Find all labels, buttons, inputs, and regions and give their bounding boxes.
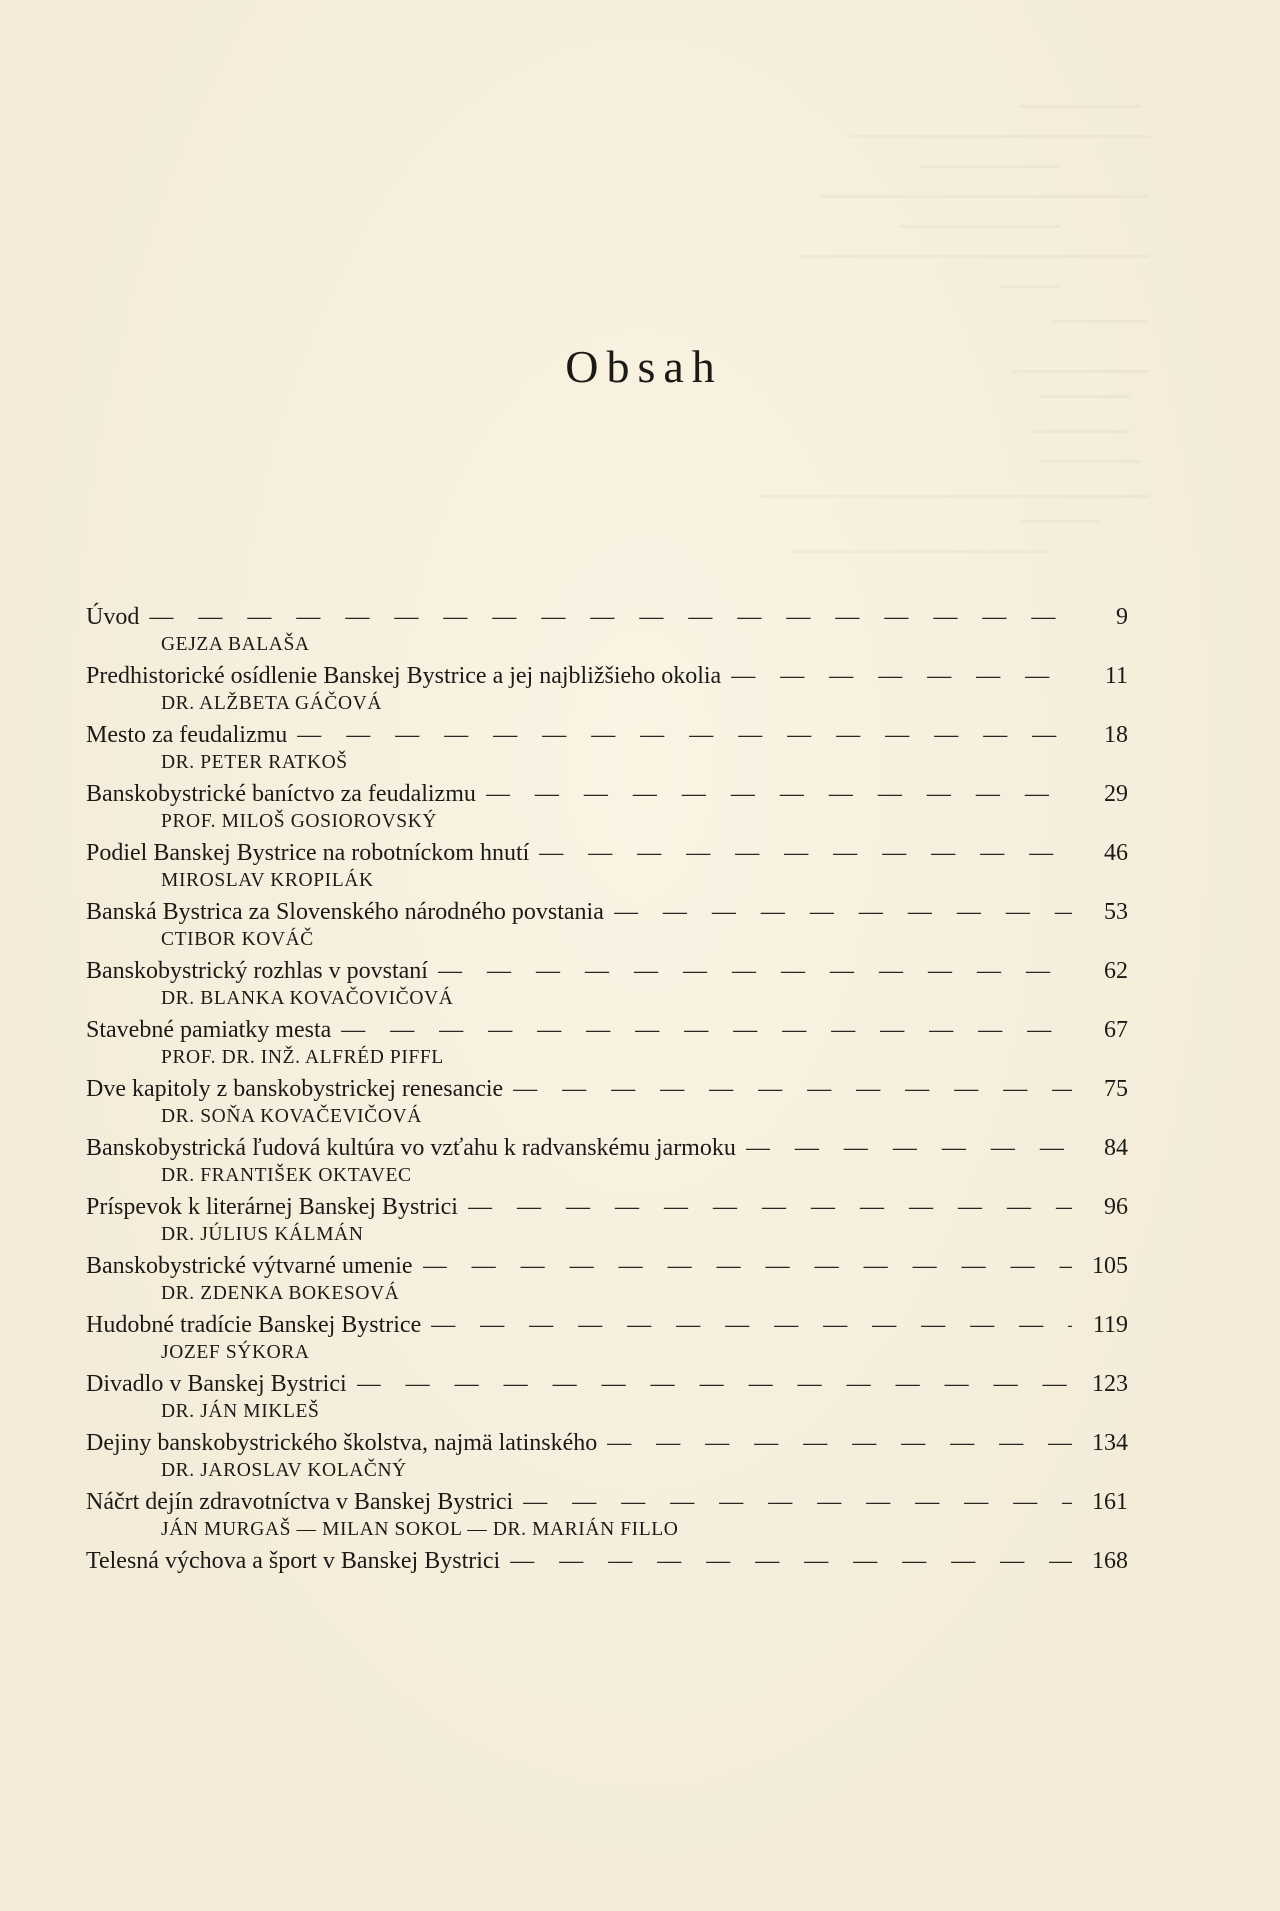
toc-entry [86, 1308, 1128, 1367]
toc-entry-line [86, 1544, 1128, 1578]
toc-entry [86, 600, 1128, 659]
toc-entry [86, 718, 1128, 777]
toc-entry [86, 1072, 1128, 1131]
toc-next-author: PROF. MILOŠ GOSIOROVSKÝ [161, 811, 438, 832]
toc-entry-title: Telesná výchova a šport v Banskej Bystrici [86, 1548, 501, 1574]
toc-entry-line [86, 954, 1128, 988]
toc-entry-line [86, 1308, 1128, 1342]
toc-entry [86, 1249, 1128, 1308]
dash-leader [513, 1072, 1072, 1106]
dash-leader [731, 659, 1072, 693]
toc-entry-page: 46 [1104, 840, 1128, 866]
toc-entry-title: Náčrt dejín zdravotníctva v Banskej Bystrici [86, 1489, 514, 1515]
toc-entry-page: 119 [1092, 1312, 1128, 1338]
toc-next-author: DR. JÚLIUS KÁLMÁN [161, 1224, 364, 1245]
toc-entry-title: Banskobystrická ľudová kultúra vo vzťahu k radvanskému jarmoku [86, 1135, 736, 1161]
toc-entry-title: Banskobystrický rozhlas v povstaní [86, 958, 428, 984]
dash-leader [431, 1308, 1072, 1342]
toc-entry-page: 53 [1104, 899, 1128, 925]
toc-entry-line [86, 836, 1128, 870]
toc-entry-title: Hudobné tradície Banskej Bystrice [86, 1312, 422, 1338]
toc-entry-page: 105 [1092, 1253, 1128, 1279]
toc-entry-page: 29 [1104, 781, 1128, 807]
dash-leader [357, 1367, 1072, 1401]
toc-next-author: JÁN MURGAŠ — MILAN SOKOL — DR. MARIÁN FILLO [161, 1519, 679, 1540]
toc-next-author: DR. FRANTIŠEK OKTAVEC [161, 1165, 412, 1186]
toc-entry-page: 168 [1092, 1548, 1128, 1574]
toc-entry [86, 1544, 1128, 1603]
toc-entry-line [86, 1367, 1128, 1401]
toc-entry-page: 123 [1092, 1371, 1128, 1397]
toc-entry-title: Dve kapitoly z banskobystrickej renesancie [86, 1076, 504, 1102]
toc-entry [86, 1013, 1128, 1072]
toc-next-author: GEJZA BALAŠA [161, 634, 310, 655]
toc-entry-page: 9 [1116, 604, 1128, 630]
toc-next-author: PROF. DR. INŽ. ALFRÉD PIFFL [161, 1047, 444, 1068]
bleed-through-texture [0, 0, 1280, 600]
toc-entry-line [86, 718, 1128, 752]
dash-leader [510, 1544, 1072, 1578]
toc-entry [86, 1190, 1128, 1249]
toc-entry [86, 954, 1128, 1013]
toc-entry-line [86, 1249, 1128, 1283]
toc-entry-title: Banská Bystrica za Slovenského národného povstania [86, 899, 604, 925]
toc-next-author: JOZEF SÝKORA [161, 1342, 310, 1363]
toc-entry-page: 11 [1104, 663, 1128, 689]
dash-leader [523, 1485, 1072, 1519]
toc-entry [86, 1131, 1128, 1190]
toc-entry-title: Banskobystrické výtvarné umenie [86, 1253, 413, 1279]
toc-entry-line [86, 600, 1128, 634]
toc-next-author: DR. PETER RATKOŠ [161, 752, 348, 773]
toc-entry-line [86, 1190, 1128, 1224]
toc-entry-page: 84 [1104, 1135, 1128, 1161]
toc-entry [86, 777, 1128, 836]
dash-leader [297, 718, 1072, 752]
dash-leader [607, 1426, 1072, 1460]
table-of-contents [86, 600, 1128, 1603]
toc-entry-line [86, 1131, 1128, 1165]
toc-entry-title: Stavebné pamiatky mesta [86, 1017, 332, 1043]
toc-next-author: DR. ZDENKA BOKESOVÁ [161, 1283, 400, 1304]
toc-entry [86, 1485, 1128, 1544]
toc-entry-page: 67 [1104, 1017, 1128, 1043]
toc-entry-title: Mesto za feudalizmu [86, 722, 288, 748]
dash-leader [423, 1249, 1072, 1283]
dash-leader [486, 777, 1072, 811]
toc-next-author: DR. JAROSLAV KOLAČNÝ [161, 1460, 407, 1481]
toc-entry-title: Dejiny banskobystrického školstva, najmä latinského [86, 1430, 598, 1456]
toc-next-author: DR. SOŇA KOVAČEVIČOVÁ [161, 1106, 422, 1127]
toc-entry-line [86, 1072, 1128, 1106]
toc-entry [86, 1367, 1128, 1426]
dash-leader [468, 1190, 1072, 1224]
toc-entry [86, 659, 1128, 718]
toc-entry-line [86, 1485, 1128, 1519]
toc-next-author: DR. JÁN MIKLEŠ [161, 1401, 320, 1422]
toc-next-author: CTIBOR KOVÁČ [161, 929, 314, 950]
dash-leader [438, 954, 1072, 988]
toc-entry [86, 895, 1128, 954]
toc-entry-line [86, 1426, 1128, 1460]
toc-entry-line [86, 777, 1128, 811]
toc-entry-title: Úvod [86, 604, 140, 630]
toc-entry-title: Predhistorické osídlenie Banskej Bystrice a jej najbližšieho okolia [86, 663, 722, 689]
toc-next-author: DR. BLANKA KOVAČOVIČOVÁ [161, 988, 454, 1009]
dash-leader [746, 1131, 1072, 1165]
toc-entry-page: 96 [1104, 1194, 1128, 1220]
toc-entry-page: 75 [1104, 1076, 1128, 1102]
dash-leader [149, 600, 1072, 634]
toc-entry-line [86, 895, 1128, 929]
toc-entry-title: Banskobystrické baníctvo za feudalizmu [86, 781, 476, 807]
toc-entry-title: Podiel Banskej Bystrice na robotníckom hnutí [86, 840, 530, 866]
toc-entry-page: 134 [1092, 1430, 1128, 1456]
toc-entry-line [86, 659, 1128, 693]
page-title: Obsah [565, 341, 723, 392]
toc-entry-title: Divadlo v Banskej Bystrici [86, 1371, 347, 1397]
toc-entry [86, 836, 1128, 895]
toc-next-author: MIROSLAV KROPILÁK [161, 870, 374, 891]
toc-entry-page: 161 [1092, 1489, 1128, 1515]
dash-leader [539, 836, 1072, 870]
dash-leader [341, 1013, 1072, 1047]
toc-entry-page: 62 [1104, 958, 1128, 984]
toc-entry-page: 18 [1104, 722, 1128, 748]
dash-leader [614, 895, 1072, 929]
toc-entry-title: Príspevok k literárnej Banskej Bystrici [86, 1194, 458, 1220]
toc-entry [86, 1426, 1128, 1485]
toc-next-author: DR. ALŽBETA GÁČOVÁ [161, 693, 383, 714]
toc-entry-line [86, 1013, 1128, 1047]
